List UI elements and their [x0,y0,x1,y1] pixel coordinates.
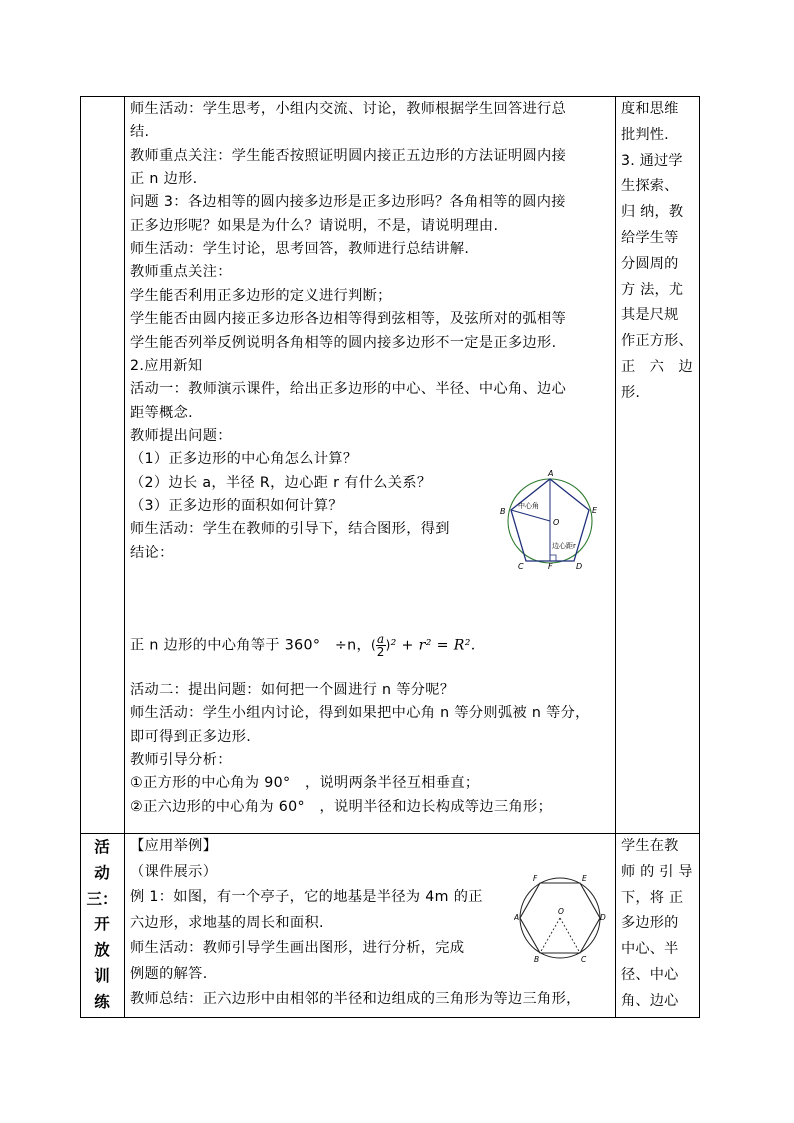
intent-line: 3. 通过学 [621,152,683,169]
intent-line: 度和思维 [621,101,679,117]
text-line: 结论： [130,544,174,561]
fig1-label-a: A [548,469,554,478]
lesson-table [80,96,700,1018]
text-line: 活动二：提出问题：如何把一个圆进行 n 等分呢？ [130,682,455,698]
text-line: 距等概念. [130,404,194,421]
fraction-numerator: a [377,632,385,646]
fig2-label-d: D [600,913,606,922]
text-line: 例题的解答. [130,965,208,982]
text-line: 学生能否列举反例说明各角相等的圆内接多边形不一定是正多边形. [130,334,557,351]
stage-label-char: 放 [94,941,110,960]
intent-line: 学生在教 [621,838,679,854]
intent-line: 多边形的 [621,915,679,932]
text-line: 正多边形呢？如果是为什么？请说明，不是，请说明理由. [130,217,499,234]
pentagon-figure [498,466,604,570]
intent-line: 其是尺规 [621,307,679,324]
intent-line: 中心、半 [621,941,679,958]
stage-label-char: 练 [94,992,110,1011]
text-line: 正 n 边形. [130,171,198,188]
table-border-right [699,96,700,1018]
text-line: 师生活动：学生小组内讨论，得到如果把中心角 n 等分则弧被 n 等分， [130,705,590,722]
text-line: （课件展示） [130,863,218,880]
text-line: 即可得到正多边形. [130,728,252,745]
formula-rest: ² + r² = R². [390,637,476,654]
intent-line: 分圆周的 [621,255,679,272]
text-line: 问题 3：各边相等的圆内接多边形是正多边形吗？各角相等的圆内接 [130,194,566,211]
text-line: ①正方形的中心角为 90° ，说明两条半径互相垂直； [130,775,480,792]
text-line: （1）正多边形的中心角怎么计算？ [130,451,358,468]
fig2-label-o: O [558,907,564,916]
fig2-label-f: F [533,874,538,883]
text-line: 结. [130,124,150,141]
stage-label-char: 三： [86,889,118,908]
text-line: 学生能否由圆内接正多边形各边相等得到弦相等，及弦所对的弧相等 [130,311,567,328]
text-line: 学生能否利用正多边形的定义进行判断； [130,287,392,304]
fig2-label-b: B [534,955,540,964]
stage-label-char: 动 [94,863,110,882]
text-line: （2）边长 a，半径 R，边心距 r 有什么关系？ [130,474,432,491]
text-line: ②正六边形的中心角为 60° ，说明半径和边长构成等边三角形； [130,798,553,815]
text-line: 活动一：教师演示课件，给出正多边形的中心、半径、中心角、边心 [130,381,567,398]
formula-prefix: 正 n 边形的中心角等于 360° ÷n， [130,637,371,654]
fig1-apothem-label: 边心距r [552,542,576,550]
text-line: 2.应用新知 [130,357,203,374]
text-line: 教师重点关注： [130,264,232,281]
fig2-label-a: A [514,913,520,922]
text-line: 【应用举例】 [130,838,218,854]
text-line: 教师总结：正六边形中由相邻的半径和边组成的三角形为等边三角形， [130,991,581,1007]
fig1-label-o: O [553,518,560,527]
text-line: 师生活动：学生思考，小组内交流、讨论，教师根据学生回答进行总 [130,101,567,117]
intent-line: 方 法，尤 [621,281,684,298]
practice-intent-cell [621,833,697,1017]
formula-line [130,633,476,658]
intent-line: 形. [621,384,641,401]
intent-line: 正 六 边 [621,359,693,375]
stage-label-char: 活 [94,838,110,856]
text-line: 教师重点关注：学生能否按照证明圆内接正五边形的方法证明圆内接 [130,147,567,164]
stage-label-char: 训 [94,967,110,985]
text-line: 教师引导分析： [130,752,232,769]
text-line: 例 1：如图，有一个亭子，它的地基是半径为 4m 的正 [130,889,483,905]
hexagon-figure [514,870,606,964]
intent-line: 归 纳，教 [621,204,684,221]
intent-line: 批判性. [621,126,669,143]
intent-line: 径、中心 [621,967,679,983]
fig1-label-e: E [592,506,598,515]
text-line: 师生活动：学生讨论，思考回答，教师进行总结讲解. [130,241,470,258]
fraction-denominator: 2 [376,645,385,659]
intent-line: 下，将 正 [621,889,684,906]
stage-label-char: 开 [94,915,110,934]
text-line: 师生活动：教师引导学生画出图形，进行分析，完成 [130,940,465,956]
activity-content-cell [130,96,614,833]
fig1-center-angle-label: 中心角 [518,502,539,510]
text-line: （3）正多边形的面积如何计算？ [130,497,343,514]
intent-line: 作正方形、 [621,333,693,350]
fig1-label-f: F [548,562,553,570]
intent-line: 师 的 引 导 [621,863,693,880]
table-border-bottom [80,1017,700,1018]
design-intent-cell [621,96,697,833]
text-line: 六边形，求地基的周长和面积. [130,914,324,931]
text-line: 教师提出问题： [130,427,232,444]
intent-line: 生探索、 [621,178,679,195]
fig1-label-d: D [576,562,583,570]
fig2-label-c: C [581,955,587,964]
intent-line: 角、边心 [621,992,679,1009]
column-divider-2 [615,96,616,1018]
column-divider-1 [124,96,125,1018]
intent-line: 给学生等 [621,230,679,246]
fig1-label-b: B [500,507,506,516]
stage-label-cell [80,833,124,1017]
fig2-label-e: E [582,874,587,883]
formula-fraction: ( $\frac{a}{2}$ ) [371,632,391,659]
fig1-label-c: C [518,562,524,570]
text-line: 师生活动：学生在教师的引导下，结合图形，得到 [130,521,450,538]
